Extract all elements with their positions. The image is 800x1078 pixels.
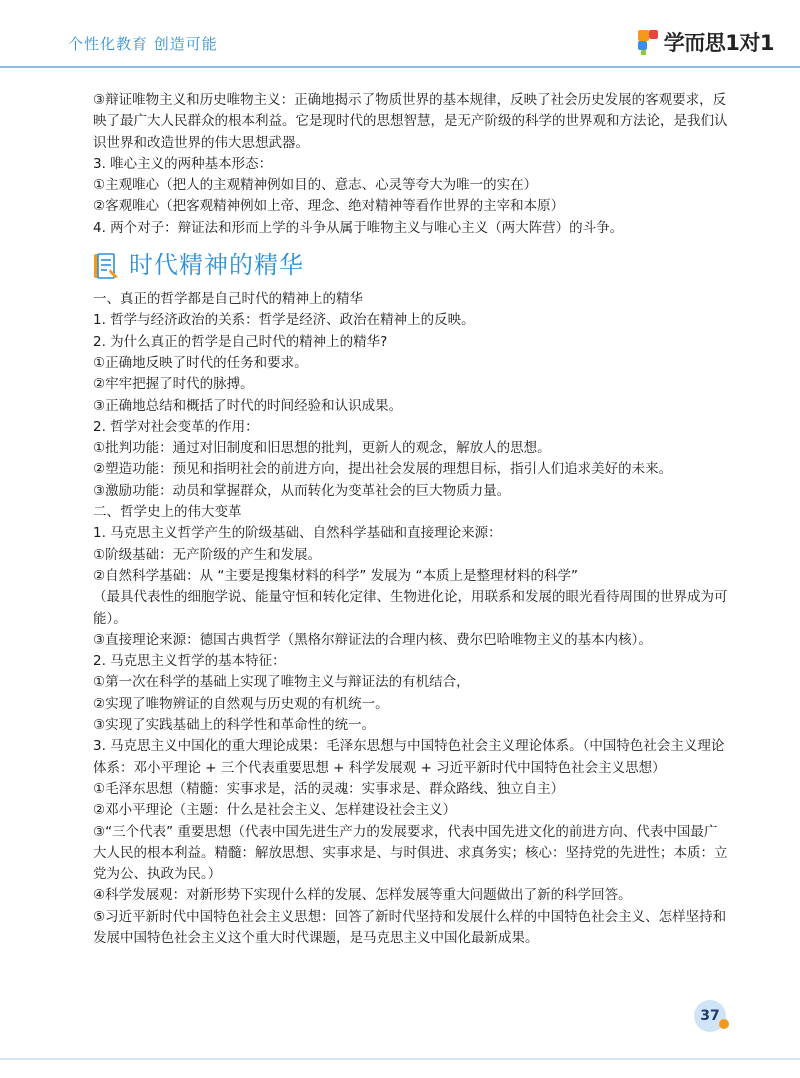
section-heading	[91, 249, 728, 283]
main-block	[93, 289, 728, 949]
page-content	[93, 90, 728, 949]
paragraph: ①毛泽东思想（精髓：实事求是，活的灵魂：实事求是、群众路线、独立自主）	[93, 780, 565, 797]
paragraph: ①阶级基础：无产阶级的产生和发展。	[93, 546, 322, 563]
paragraph: ②自然科学基础：从 “主要是搜集材料的科学” 发展为 “本质上是整理材料的科学”	[93, 567, 578, 584]
paragraph: ①主观唯心（把人的主观精神例如目的、意志、心灵等夸大为唯一的实在）	[93, 177, 538, 194]
paragraph: 3. 马克思主义中国化的重大理论成果：毛泽东思想与中国特色社会主义理论体系。（中国特色社会主义理论体系：邓小平理论 + 三个代表重要思想 + 科学发展观 + 习近平新时代中国特色社会主义思想）	[93, 738, 725, 776]
top-block	[93, 90, 728, 239]
paragraph: 4. 两个对子：辩证法和形而上学的斗争从属于唯物主义与唯心主义（两大阵营）的斗争。	[93, 219, 624, 236]
header-divider	[0, 66, 800, 68]
section-title: 时代精神的精华	[129, 251, 304, 280]
paragraph: （最具代表性的细胞学说、能量守恒和转化定律、生物进化论，用联系和发展的眼光看待周围的世界成为可能）。	[93, 589, 728, 627]
paragraph: ③辩证唯物主义和历史唯物主义：正确地揭示了物质世界的基本规律，反映了社会历史发展的客观要求，反映了最广大人民群众的根本利益。它是现时代的思想智慧，是无产阶级的科学的世界观和方法论，是我们认识世界和改造世界的伟大思想武器。	[93, 92, 728, 151]
footer-divider	[0, 1058, 800, 1060]
notebook-icon	[91, 251, 121, 281]
paragraph: ②邓小平理论（主题：什么是社会主义、怎样建设社会主义）	[93, 802, 457, 819]
header-slogan: 个性化教育 创造可能	[68, 35, 218, 53]
page-header	[0, 0, 800, 68]
paragraph: ③“三个代表” 重要思想（代表中国先进生产力的发展要求，代表中国先进文化的前进方向、代表中国最广大人民的根本利益。精髓：解放思想、实事求是、与时俱进、求真务实；核心：坚持党的先进性；本质：立党为公、执政为民。）	[93, 823, 728, 883]
paragraph: ②塑造功能：预见和指明社会的前进方向，提出社会发展的理想目标，指引人们追求美好的未来。	[93, 461, 673, 478]
paragraph: ③激励功能：动员和掌握群众，从而转化为变革社会的巨大物质力量。	[93, 482, 511, 499]
page-number: 37	[700, 1008, 720, 1024]
paragraph: 二、哲学史上的伟大变革	[93, 504, 242, 521]
logo-mark-icon	[636, 28, 660, 56]
paragraph: ②客观唯心（把客观精神例如上帝、理念、绝对精神等看作世界的主宰和本原）	[93, 198, 565, 215]
page-number-badge	[693, 999, 727, 1033]
paragraph: 3. 唯心主义的两种基本形态：	[93, 155, 273, 172]
paragraph: ①第一次在科学的基础上实现了唯物主义与辩证法的有机结合，	[93, 674, 470, 691]
paragraph: ②牢牢把握了时代的脉搏。	[93, 376, 254, 393]
paragraph: 2. 为什么真正的哲学是自己时代的精神上的精华?	[93, 333, 388, 350]
paragraph: 1. 哲学与经济政治的关系：哲学是经济、政治在精神上的反映。	[93, 312, 475, 329]
paragraph: 1. 马克思主义哲学产生的阶级基础、自然科学基础和直接理论来源：	[93, 525, 502, 542]
brand-logo	[636, 27, 774, 57]
paragraph: ③正确地总结和概括了时代的时间经验和认识成果。	[93, 397, 403, 414]
paragraph: 一、真正的哲学都是自己时代的精神上的精华	[93, 291, 363, 308]
paragraph: ②实现了唯物辨证的自然观与历史观的有机统一。	[93, 695, 389, 712]
paragraph: 2. 哲学对社会变革的作用：	[93, 418, 259, 435]
paragraph: ③直接理论来源：德国古典哲学（黑格尔辩证法的合理内核、费尔巴哈唯物主义的基本内核）。	[93, 631, 652, 648]
paragraph: ③实现了实践基础上的科学性和革命性的统一。	[93, 717, 376, 734]
paragraph: 2. 马克思主义哲学的基本特征：	[93, 653, 286, 670]
paragraph: ①正确地反映了时代的任务和要求。	[93, 354, 308, 371]
paragraph: ⑤习近平新时代中国特色社会主义思想：回答了新时代坚持和发展什么样的中国特色社会主义、怎样坚持和发展中国特色社会主义这个重大时代课题，是马克思主义中国化最新成果。	[93, 908, 727, 946]
paragraph: ①批判功能：通过对旧制度和旧思想的批判，更新人的观念，解放人的思想。	[93, 440, 551, 457]
paragraph: ④科学发展观：对新形势下实现什么样的发展、怎样发展等重大问题做出了新的科学回答。	[93, 887, 632, 904]
logo-text: 学而思1对1	[663, 31, 774, 55]
